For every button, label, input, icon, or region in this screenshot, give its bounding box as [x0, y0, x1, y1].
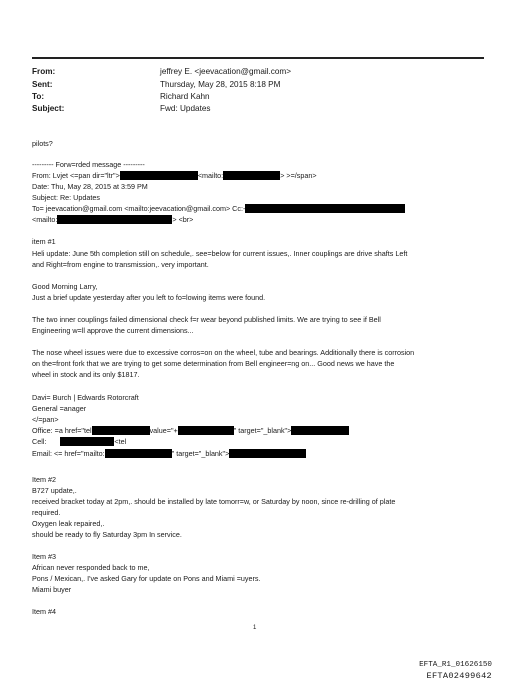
item2-line3: required.: [32, 508, 61, 517]
redaction-block: [120, 171, 198, 180]
subject-label: Subject:: [32, 104, 65, 113]
item2-line1: B727 update,.: [32, 486, 77, 495]
forward-date: Date: Thu, May 28, 2015 at 3:59 PM: [32, 182, 148, 191]
subject-value: Fwd: Updates: [160, 104, 211, 113]
forward-subject: Subject: Re: Updates: [32, 193, 100, 202]
page-number: 1: [253, 625, 257, 631]
couplings-line1: The two inner couplings failed dimensional check f=r wear beyond published limits. We are trying to see if Bell: [32, 315, 381, 324]
redaction-block: [92, 426, 150, 435]
nose-line1: The nose wheel issues were due to excessive corros=on on the wheel, tube and bearings. Additionally there is corrosion: [32, 348, 415, 357]
to-value: Richard Kahn: [160, 92, 210, 101]
to-label: To:: [32, 92, 45, 101]
item3-title: Item #3: [32, 552, 56, 561]
signature-span: </=pan>: [32, 415, 59, 424]
redaction-block: [57, 215, 172, 224]
item3-line1: African never responded back to me,: [32, 563, 150, 572]
signature-email: [32, 449, 306, 458]
nose-line2: on the=front fork that we are trying to get some determination from Bell engineer=ng on... Good news we have the: [32, 359, 395, 368]
forward-mailto-line: [32, 215, 193, 224]
signature-title: General =anager: [32, 404, 87, 413]
forward-from-a: From: Lvjet <=pan dir="ltr">: [32, 171, 120, 180]
morning-greeting: Good Morning Larry,: [32, 282, 98, 291]
email-b: " target="_blank">: [171, 449, 230, 458]
signature-name: Davi= Burch | Edwards Rotorcraft: [32, 393, 139, 402]
nose-line3: wheel in stock and its only $1817.: [32, 370, 140, 379]
brief-update: Just a brief update yesterday after you left to fo=lowing items were found.: [32, 293, 266, 302]
forward-marker: --------- Forw=rded message ---------: [32, 160, 145, 169]
forward-mailto-b: > <br>: [172, 215, 194, 224]
forward-from-c: > >=/span>: [280, 171, 317, 180]
item2-line4: Oxygen leak repaired,.: [32, 519, 105, 528]
signature-cell: [32, 437, 126, 446]
redaction-block: [60, 437, 114, 446]
item1-line1: Heli update: June 5th completion still on schedule,. see=below for current issues,. Inner couplings are drive shafts Left: [32, 249, 408, 258]
cell-a: Cell:: [32, 437, 47, 446]
redaction-block: [178, 426, 234, 435]
item4-title: Item #4: [32, 607, 56, 616]
forward-to: To= jeevacation@gmail.com <mailto:jeevacation@gmail.com> Cc:-: [32, 204, 246, 213]
item2-line5: should be ready to fly Saturday 3pm In service.: [32, 530, 182, 539]
redaction-block: [229, 449, 306, 458]
item2-title: Item #2: [32, 475, 56, 484]
couplings-line2: Engineering w=ll approve the current dimensions...: [32, 326, 194, 335]
header-rule: [32, 57, 484, 59]
signature-office: [32, 426, 349, 435]
greeting: pilots?: [32, 139, 53, 148]
forward-from-line: [32, 171, 317, 180]
redaction-block: [291, 426, 349, 435]
email-a: Email: <= href="mailto:: [32, 449, 105, 458]
redaction-block: [245, 204, 405, 213]
efta-id-2: EFTA02499642: [426, 671, 492, 681]
forward-to-line: [32, 204, 405, 213]
item1-line2: and Right=from engine to transmission,. very important.: [32, 260, 209, 269]
sent-value: Thursday, May 28, 2015 8:18 PM: [160, 80, 281, 89]
office-b: value="+: [149, 426, 178, 435]
item3-line3: Miami buyer: [32, 585, 72, 594]
item1-title: item #1: [32, 237, 56, 246]
item2-line2: received bracket today at 2pm,. should be installed by late tomorr=w, or Saturday by noon, since re-drilling of plate: [32, 497, 396, 506]
office-c: " target="_blank">: [233, 426, 292, 435]
office-a: Office: =a href="tel: [32, 426, 92, 435]
redaction-block: [105, 449, 172, 458]
sent-label: Sent:: [32, 80, 53, 89]
from-label: From:: [32, 67, 56, 76]
item3-line2: Pons / Mexican,. I've asked Gary for update on Pons and Miami =uyers.: [32, 574, 261, 583]
efta-id-1: EFTA_R1_01626150: [419, 661, 492, 669]
from-value: jeffrey E. <jeevacation@gmail.com>: [160, 67, 292, 76]
redaction-block: [223, 171, 280, 180]
forward-from-b: <mailto:: [197, 171, 224, 180]
forward-mailto-a: <mailto:: [32, 215, 58, 224]
cell-b: <tel: [114, 437, 127, 446]
